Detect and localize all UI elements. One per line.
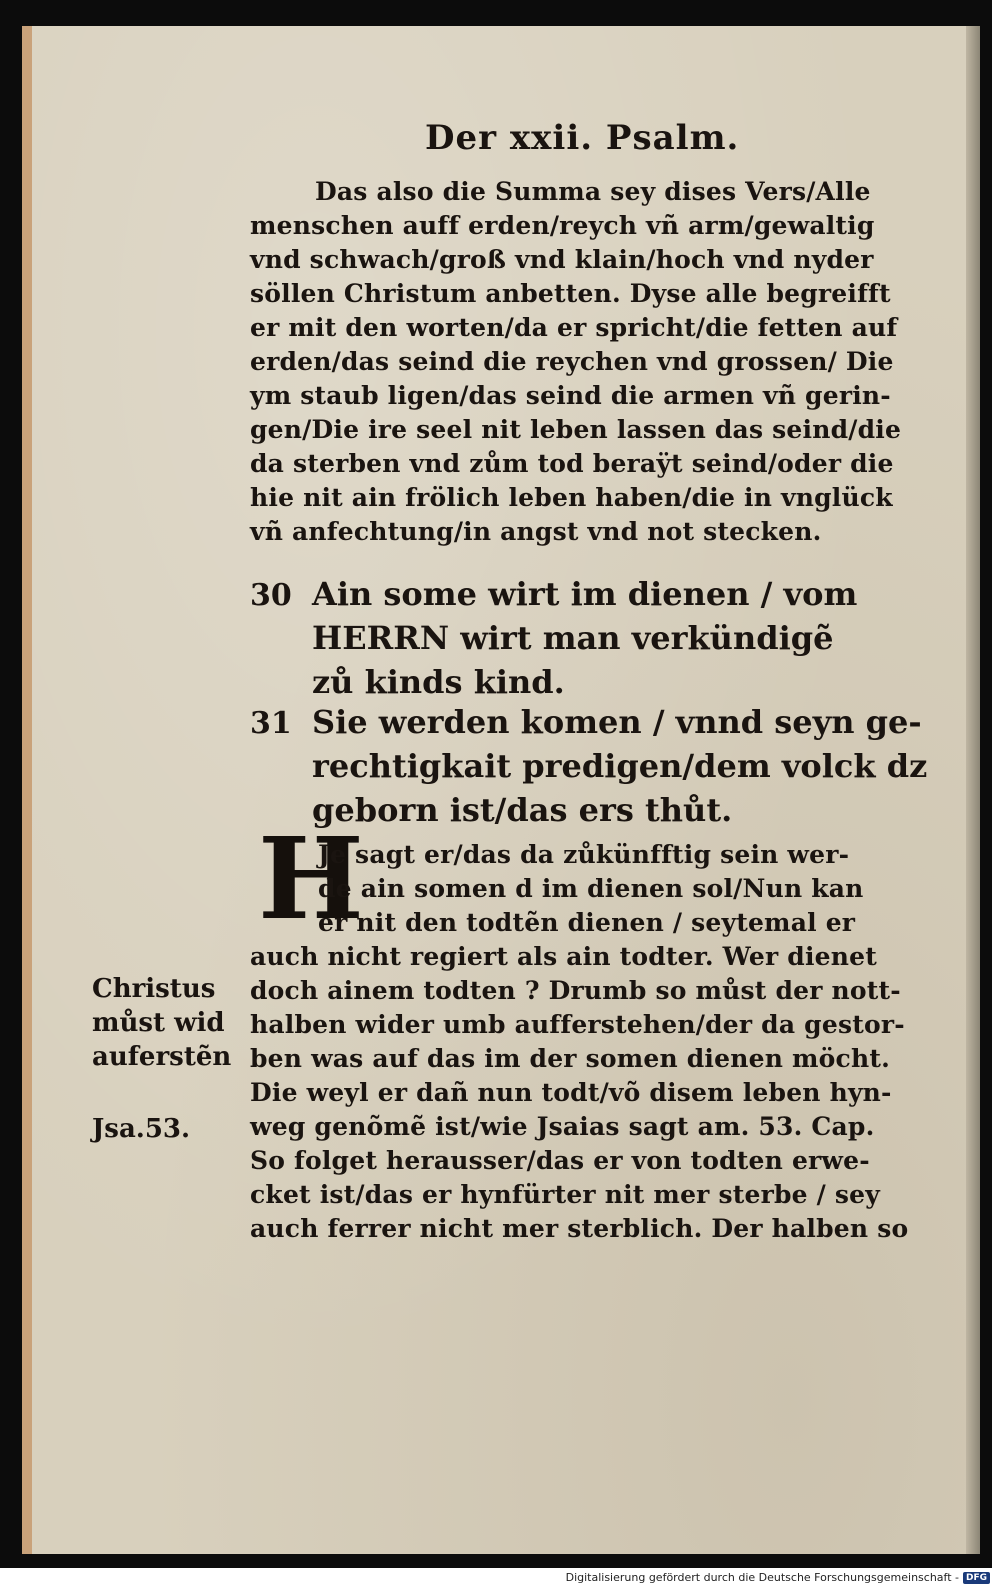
verse-30 <box>250 572 857 704</box>
verse-number: 31 <box>250 706 292 741</box>
verse-line: rechtigkait predigen/dem volck dz <box>312 747 928 785</box>
paragraph-2 <box>250 838 908 1246</box>
text-line: hie nit ain frölich leben haben/die in vnglück <box>250 483 893 512</box>
digitization-footer <box>566 1571 990 1584</box>
text-line: de ain somen d im dienen sol/Nun kan <box>318 874 864 903</box>
margin-note-line: Christus <box>92 974 216 1004</box>
text-line: doch ainem todten ? Drumb so můst der nott- <box>250 976 901 1005</box>
text-line: auch ferrer nicht mer sterblich. Der halben so <box>250 1214 909 1243</box>
text-line: So folget herausser/das er von todten erwe- <box>250 1146 870 1175</box>
margin-note-isaiah: Jsa.53. <box>92 1114 191 1144</box>
text-line: da sterben vnd zům tod beraÿt seind/oder die <box>250 449 894 478</box>
margin-note-christus <box>92 972 231 1074</box>
text-line: gen/Die ire seel nit leben lassen das seind/die <box>250 415 902 444</box>
page-header-title: Der xxii. Psalm. <box>425 118 740 158</box>
text-line: er mit den worten/da er spricht/die fetten auf <box>250 313 898 342</box>
text-line: erden/das seind die reychen vnd grossen/ Die <box>250 347 894 376</box>
verse-number: 30 <box>250 578 292 613</box>
text-line: cket ist/das er hynfürter nit mer sterbe / sey <box>250 1180 880 1209</box>
text-line: söllen Christum anbetten. Dyse alle begreifft <box>250 279 891 308</box>
text-line: vñ anfechtung/in angst vnd not stecken. <box>250 517 822 546</box>
text-line: halben wider umb aufferstehen/der da gestor- <box>250 1010 905 1039</box>
text-line: Das also die Summa sey dises Vers/Alle <box>315 177 871 206</box>
paragraph-1 <box>250 175 901 549</box>
text-line: menschen auff erden/reych vñ arm/gewaltig <box>250 211 875 240</box>
text-line: auch nicht regiert als ain todter. Wer dienet <box>250 942 878 971</box>
text-line: er nit den todtẽn dienen / seytemal er <box>318 908 856 937</box>
text-line: Die weyl er dañ nun todt/võ disem leben hyn- <box>250 1078 892 1107</box>
drop-cap-initial: H <box>258 814 364 945</box>
verse-line: geborn ist/das ers thůt. <box>312 791 733 829</box>
verse-line: Ain some wirt im dienen / vom <box>312 575 858 613</box>
verse-line: zů kinds kind. <box>312 663 565 701</box>
footer-text: Digitalisierung gefördert durch die Deutsche Forschungsgemeinschaft - <box>565 1571 959 1584</box>
verse-31 <box>250 700 927 832</box>
text-line: Je sagt er/das da zůkünfftig sein wer- <box>318 840 850 869</box>
text-line: ym staub ligen/das seind die armen vñ gerin- <box>250 381 891 410</box>
margin-note-line: auferstẽn <box>92 1042 232 1072</box>
dfg-logo: DFG <box>963 1572 990 1584</box>
margin-note-line: můst wid <box>92 1008 225 1038</box>
verse-line: HERRN wirt man verkündigẽ <box>312 619 834 657</box>
page-edge <box>966 26 980 1554</box>
text-line: weg genõmẽ ist/wie Jsaias sagt am. 53. Cap. <box>250 1112 875 1141</box>
text-line: vnd schwach/groß vnd klain/hoch vnd nyder <box>250 245 874 274</box>
verse-line: Sie werden komen / vnnd seyn ge- <box>312 703 922 741</box>
text-line: ben was auf das im der somen dienen möcht. <box>250 1044 890 1073</box>
